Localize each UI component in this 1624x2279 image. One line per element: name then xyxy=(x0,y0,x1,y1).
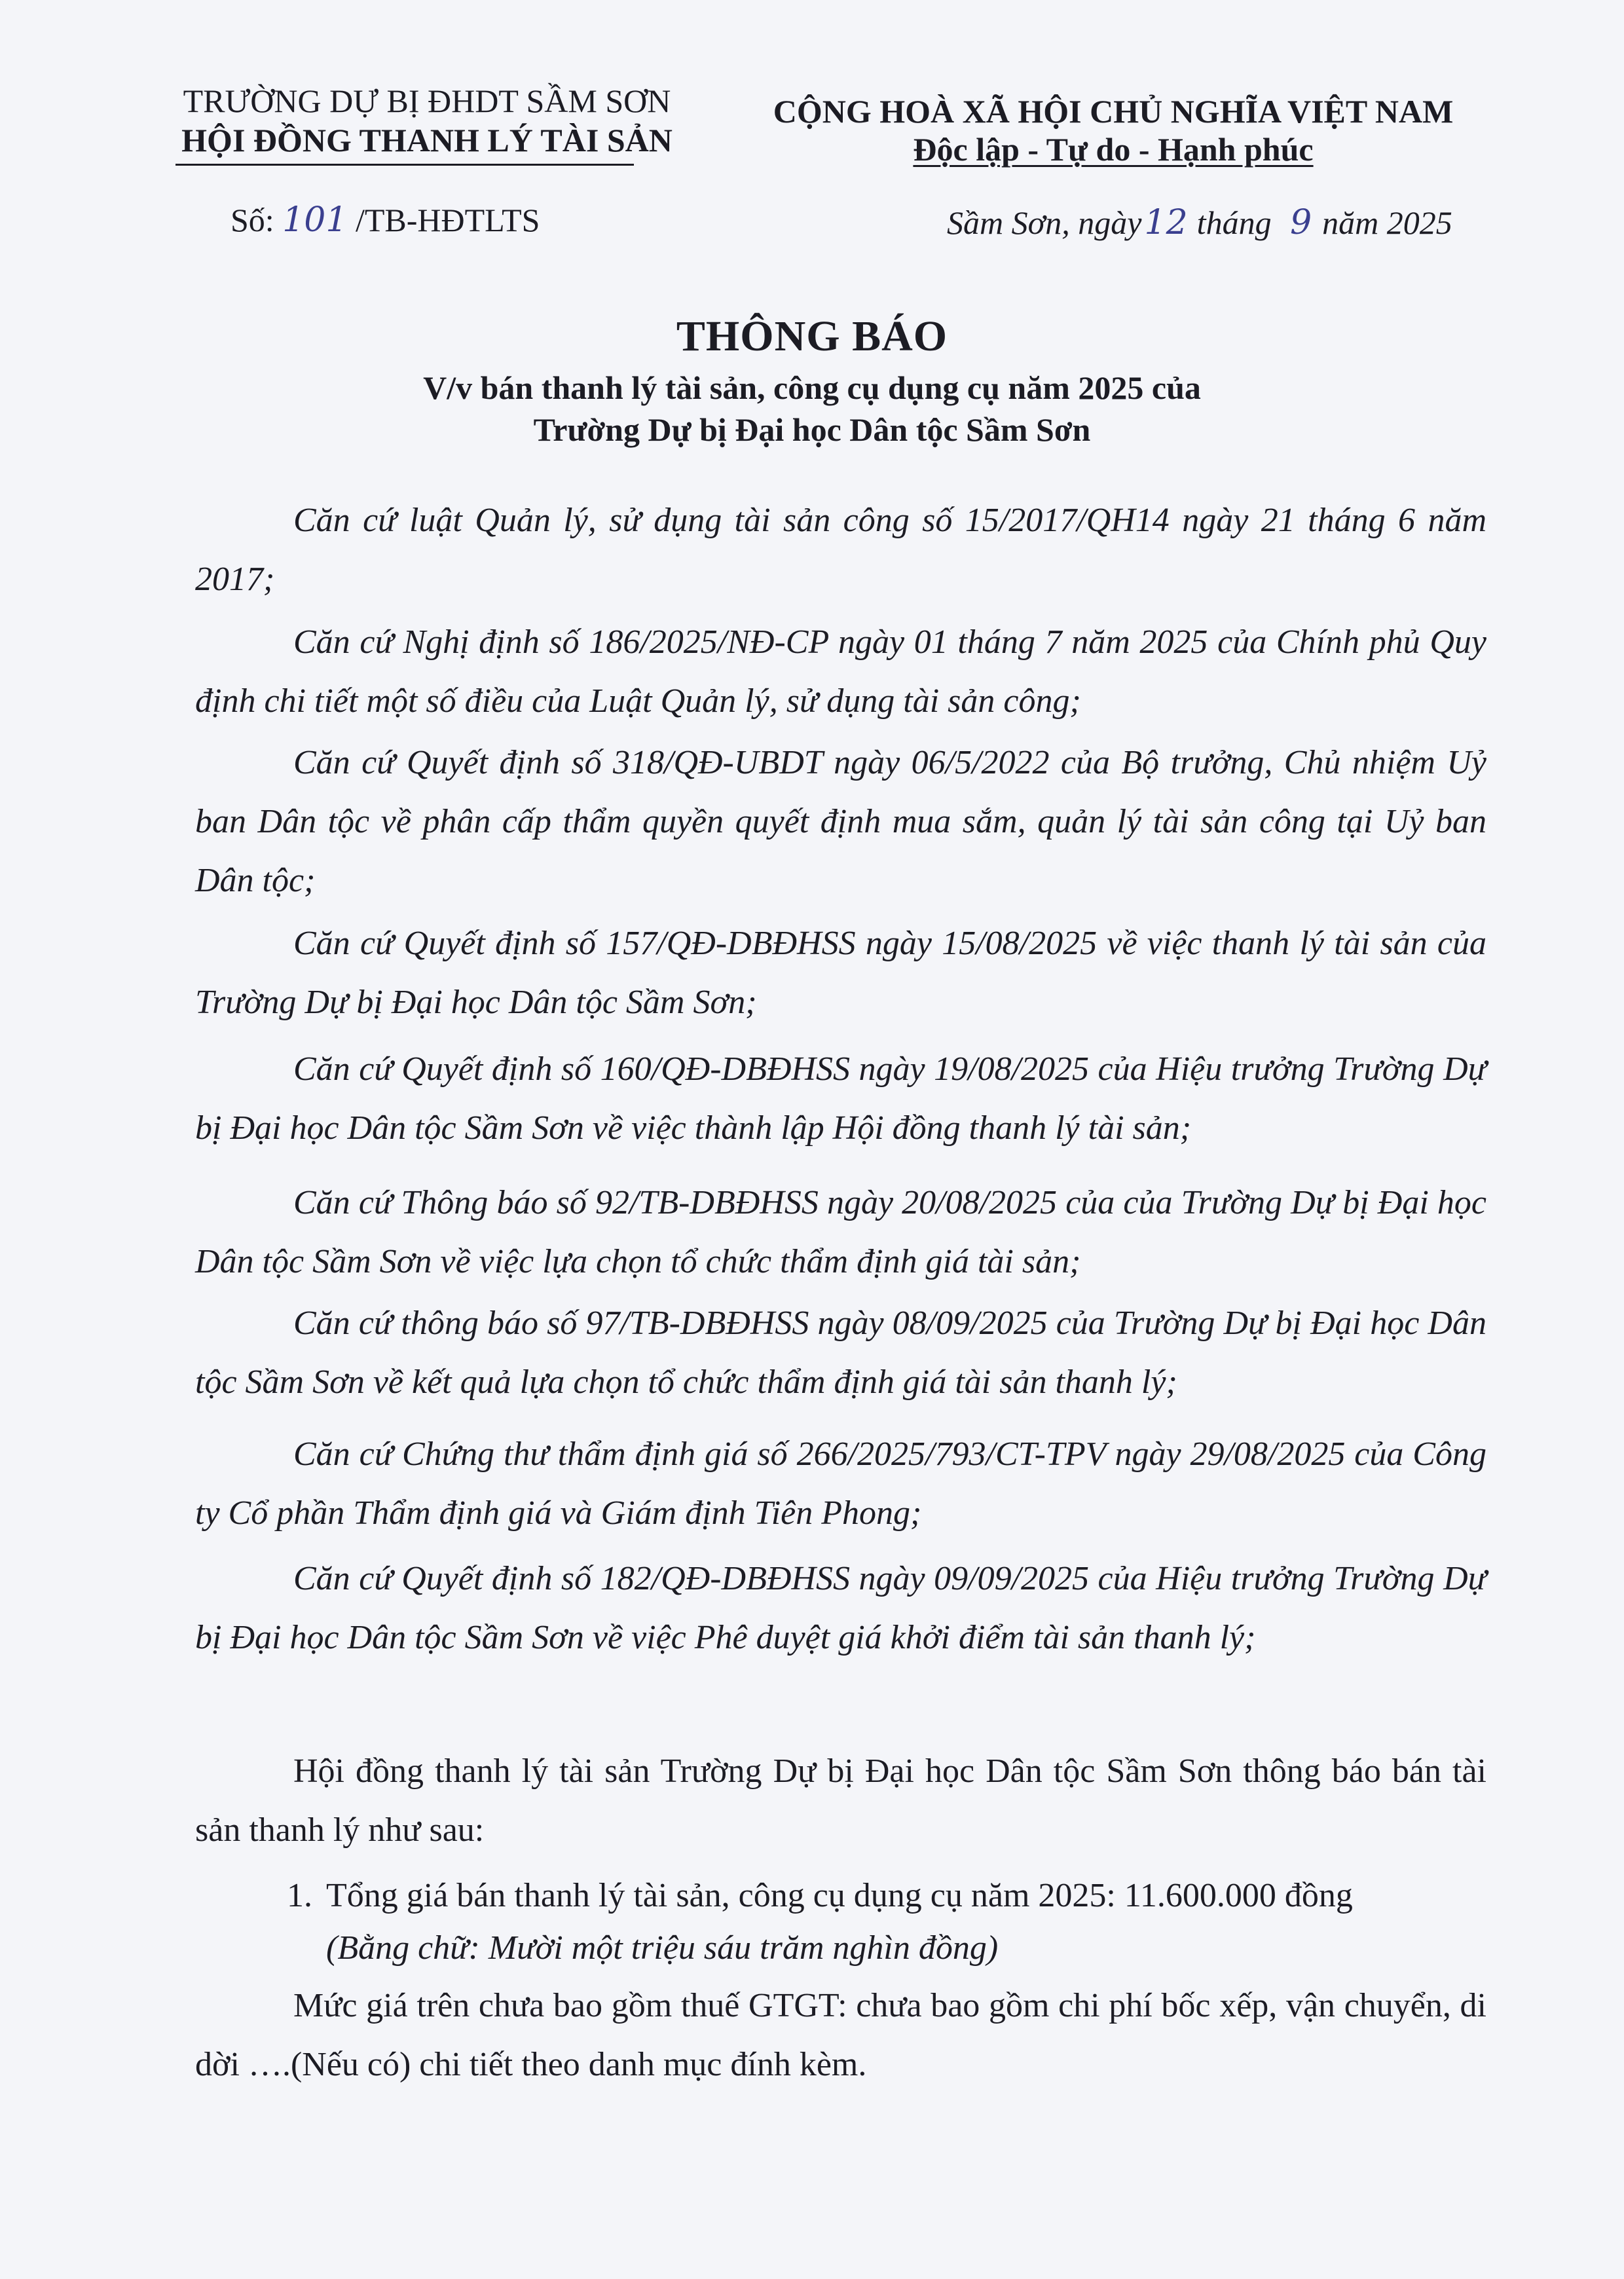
handwritten-month: 9 xyxy=(1290,203,1312,242)
number-suffix: /TB-HĐTLTS xyxy=(355,202,540,238)
issuer-school-name: TRƯỜNG DỰ BỊ ĐHDT SẦM SƠN xyxy=(183,83,671,119)
legal-basis-2: Căn cứ Nghị định số 186/2025/NĐ-CP ngày 01 tháng 7 năm 2025 của Chính phủ Quy định chi tiết một số điều của Luật Quản lý, sử dụng tài sản công; xyxy=(195,623,1486,720)
document-number xyxy=(231,200,540,240)
price-note: Mức giá trên chưa bao gồm thuế GTGT: chưa bao gồm chi phí bốc xếp, vận chuyển, di dời ….(Nếu có) chi tiết theo danh mục đính kèm. xyxy=(195,1987,1486,2083)
legal-basis-6: Căn cứ Thông báo số 92/TB-DBĐHSS ngày 20/08/2025 của của Trường Dự bị Đại học Dân tộc Sầm Sơn về việc lựa chọn tổ chức thẩm định giá tài sản; xyxy=(195,1184,1486,1280)
legal-basis-3: Căn cứ Quyết định số 318/QĐ-UBDT ngày 06/5/2022 của Bộ trưởng, Chủ nhiệm Uỷ ban Dân tộc về phân cấp thẩm quyền quyết định mua sắm, quản lý tài sản công tại Uỷ ban Dân tộc; xyxy=(195,744,1486,899)
month-label: tháng xyxy=(1196,204,1272,241)
issuer-underline xyxy=(175,164,634,166)
legal-basis-5: Căn cứ Quyết định số 160/QĐ-DBĐHSS ngày 19/08/2025 của Hiệu trưởng Trường Dự bị Đại học Dân tộc Sầm Sơn về việc thành lập Hội đồng thanh lý tài sản; xyxy=(195,1050,1486,1147)
number-prefix: Số: xyxy=(231,202,274,238)
intro-paragraph: Hội đồng thanh lý tài sản Trường Dự bị Đại học Dân tộc Sầm Sơn thông báo bán tài sản thanh lý như sau: xyxy=(195,1752,1486,1849)
legal-basis-4: Căn cứ Quyết định số 157/QĐ-DBĐHSS ngày 15/08/2025 về việc thanh lý tài sản của Trường Dự bị Đại học Dân tộc Sầm Sơn; xyxy=(195,925,1486,1021)
legal-basis-9: Căn cứ Quyết định số 182/QĐ-DBĐHSS ngày 09/09/2025 của Hiệu trưởng Trường Dự bị Đại học Dân tộc Sầm Sơn về việc Phê duyệt giá khởi điểm tài sản thanh lý; xyxy=(195,1560,1486,1656)
list-item-1 xyxy=(287,1866,1353,1925)
subtitle-line-1: V/v bán thanh lý tài sản, công cụ dụng cụ năm 2025 của xyxy=(423,369,1201,406)
national-motto xyxy=(760,130,1467,169)
subtitle-line-2: Trường Dự bị Đại học Dân tộc Sầm Sơn xyxy=(533,411,1091,448)
handwritten-day: 12 xyxy=(1144,203,1188,242)
issuer-council-name: HỘI ĐỒNG THANH LÝ TÀI SẢN xyxy=(181,122,673,158)
legal-basis-7: Căn cứ thông báo số 97/TB-DBĐHSS ngày 08/09/2025 của Trường Dự bị Đại học Dân tộc Sầm Sơn về kết quả lựa chọn tổ chức thẩm định giá tài sản thanh lý; xyxy=(195,1305,1486,1401)
list-item-text: Tổng giá bán thanh lý tài sản, công cụ dụng cụ năm 2025: 11.600.000 đồng xyxy=(326,1877,1353,1914)
list-item-number: 1. xyxy=(287,1877,312,1914)
date-prefix: Sầm Sơn, ngày xyxy=(947,204,1142,241)
issue-date xyxy=(947,203,1452,242)
legal-basis-1: Căn cứ luật Quản lý, sử dụng tài sản công số 15/2017/QH14 ngày 21 tháng 6 năm 2017; xyxy=(195,502,1486,598)
year-label: năm 2025 xyxy=(1322,204,1452,241)
amount-in-words: (Bằng chữ: Mười một triệu sáu trăm nghìn đồng) xyxy=(326,1929,999,1967)
national-motto-text: Độc lập - Tự do - Hạnh phúc xyxy=(913,131,1314,168)
document-title: THÔNG BÁO xyxy=(676,312,948,360)
legal-basis-8: Căn cứ Chứng thư thẩm định giá số 266/2025/793/CT-TPV ngày 29/08/2025 của Công ty Cổ phần Thẩm định giá và Giám định Tiên Phong; xyxy=(195,1436,1486,1532)
handwritten-number: 101 xyxy=(282,200,348,240)
country-name: CỘNG HOÀ XÃ HỘI CHỦ NGHĨA VIỆT NAM xyxy=(773,93,1454,130)
